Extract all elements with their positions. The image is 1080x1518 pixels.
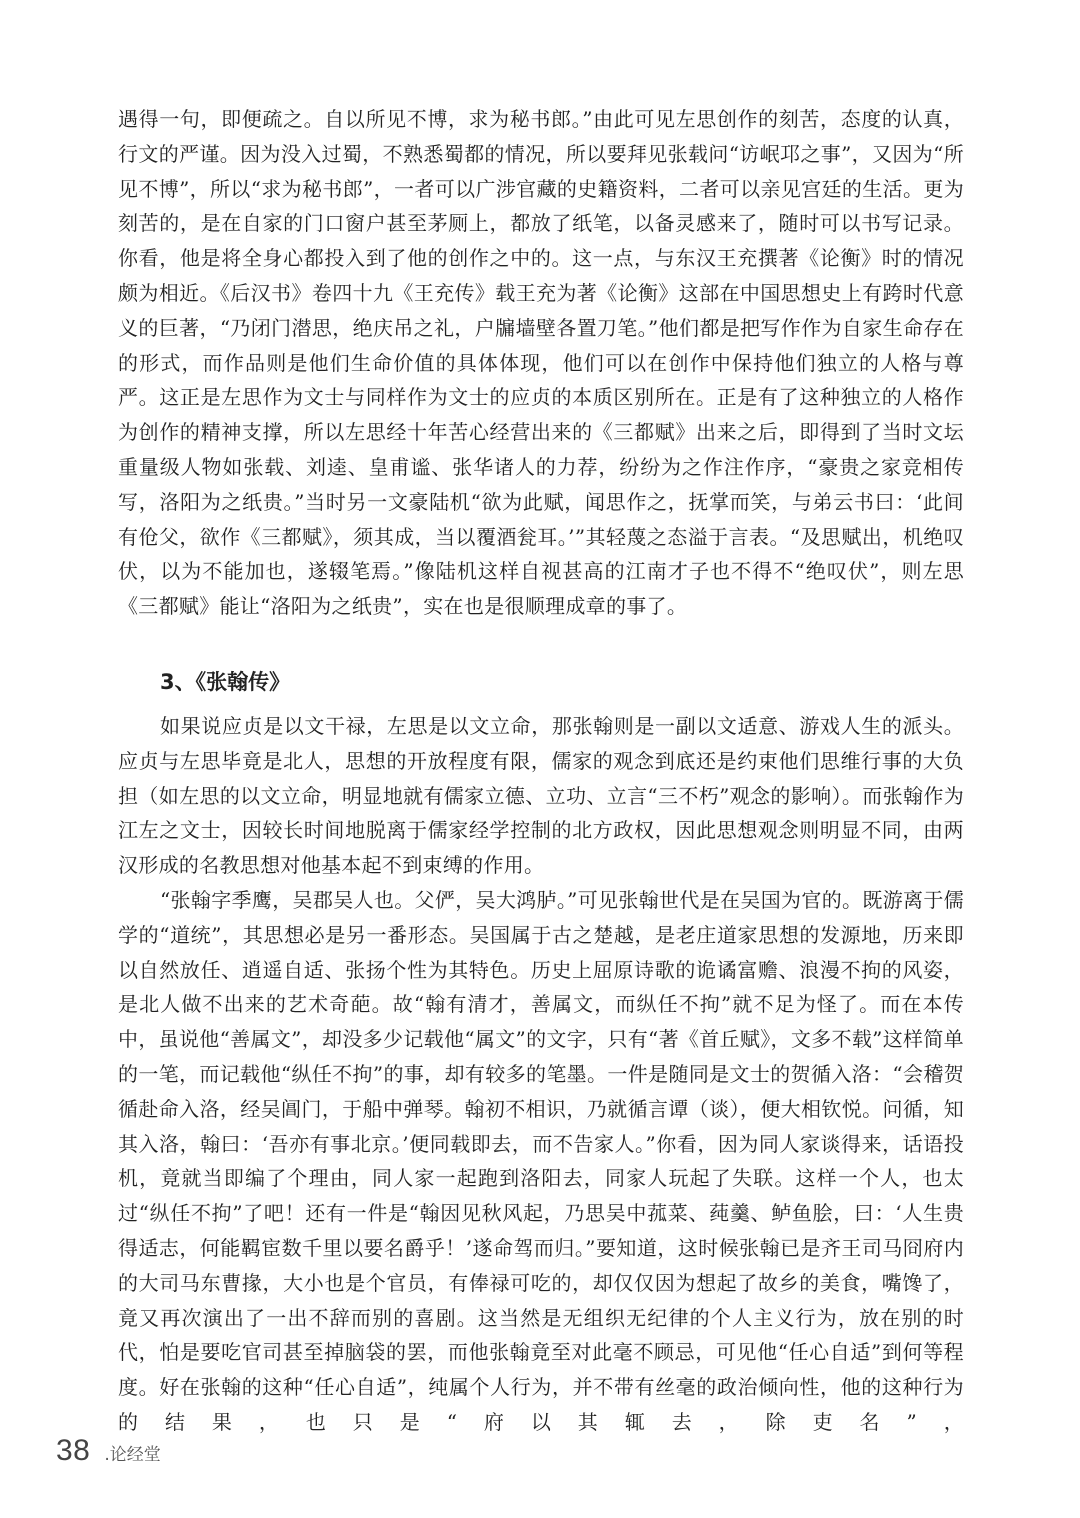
- article-body: [118, 102, 964, 1440]
- paragraph-zhanghan-intro: 如果说应贞是以文干禄，左思是以文立命，那张翰则是一副以文适意、游戏人生的派头。应贞与左思毕竟是北人，思想的开放程度有限，儒家的观念到底还是约束他们思维行事的大负担（如左思的以文立命，明显地就有儒家立德、立功、立言“三不朽”观念的影响）。而张翰作为江左之文士，因较长时间地脱离于儒家经学控制的北方政权，因此思想观念则明显不同，由两汉形成的名教思想对他基本起不到束缚的作用。: [118, 713, 964, 878]
- section-title: 3、《张翰传》: [160, 669, 291, 694]
- paragraph-zuosi-continued: 遇得一句，即便疏之。自以所见不博，求为秘书郎。”由此可见左思创作的刻苦，态度的认真，行文的严谨。因为没入过蜀，不熟悉蜀都的情况，所以要拜见张载问“访岷邛之事”，又因为“所见不博”，所以“求为秘书郎”，一者可以广涉官藏的史籍资料，二者可以亲见宫廷的生活。更为刻苦的，是在自家的门口窗户甚至茅厕上，都放了纸笔，以备灵感来了，随时可以书写记录。你看，他是将全身心都投入到了他的创作之中的。这一点，与东汉王充撰著《论衡》时的情况颇为相近。《后汉书》卷四十九《王充传》载王充为著《论衡》这部在中国思想史上有跨时代意义的巨著，“乃闭门潜思，绝庆吊之礼，户牖墙壁各置刀笔。”他们都是把写作作为自家生命存在的形式，而作品则是他们生命价值的具体体现，他们可以在创作中保持他们独立的人格与尊严。这正是左思作为文士与同样作为文士的应贞的本质区别所在。正是有了这种独立的人格作为创作的精神支撑，所以左思经十年苦心经营出来的《三都赋》出来之后，即得到了当时文坛重量级人物如张载、刘逵、皇甫谧、张华诸人的力荐，纷纷为之作注作序，“豪贵之家竞相传写，洛阳为之纸贵。”当时另一文豪陆机“欲为此赋，闻思作之，抚掌而笑，与弟云书曰：‘此间有伧父，欲作《三都赋》，须其成，当以覆酒瓮耳。’”其轻蔑之态溢于言表。“及思赋出，机绝叹伏，以为不能加也，遂辍笔焉。”像陆机这样自视甚高的江南才子也不得不“绝叹伏”，则左思《三都赋》能让“洛阳为之纸贵”，实在也是很顺理成章的事了。: [118, 107, 964, 619]
- journal-name: .论经堂: [104, 1445, 161, 1465]
- page-footer: [56, 1434, 161, 1468]
- page-number: 38: [56, 1434, 91, 1467]
- paragraph-zhanghan-biography: “张翰字季鹰，吴郡吴人也。父俨，吴大鸿胪。”可见张翰世代是在吴国为官的。既游离于儒学的“道统”，其思想必是另一番形态。吴国属于古之楚越，是老庄道家思想的发源地，历来即以自然放任、逍遥自适、张扬个性为其特色。历史上屈原诗歌的诡谲富赡、浪漫不拘的风姿，是北人做不出来的艺术奇葩。故“翰有清才，善属文，而纵任不拘”就不足为怪了。而在本传中，虽说他“善属文”，却没多少记载他“属文”的文字，只有“著《首丘赋》，文多不载”这样简单的一笔，而记载他“纵任不拘”的事，却有较多的笔墨。一件是随同是文士的贺循入洛：“会稽贺循赴命入洛，经吴阊门，于船中弹琴。翰初不相识，乃就循言谭（谈），便大相钦悦。问循，知其入洛，翰曰：‘吾亦有事北京。’便同载即去，而不告家人。”你看，因为同人家谈得来，话语投机，竟就当即编了个理由，同人家一起跑到洛阳去，同家人玩起了失联。这样一个人，也太过“纵任不拘”了吧！还有一件是“翰因见秋风起，乃思吴中菰菜、莼羹、鲈鱼脍，曰：‘人生贵得适志，何能羁宦数千里以要名爵乎！’遂命驾而归。”要知道，这时候张翰已是齐王司马冏府内的大司马东曹掾，大小也是个官员，有俸禄可吃的，却仅仅因为想起了故乡的美食，嘴馋了，竟又再次演出了一出不辞而别的喜剧。这当然是无组织无纪律的个人主义行为，放在别的时代，怕是要吃官司甚至掉脑袋的罢，而他张翰竟至对此毫不顾忌，可见他“任心自适”到何等程度。好在张翰的这种“任心自适”，纯属个人行为，并不带有丝毫的政治倾向性，他的这种行为的结果，也只是“府以其辄去，除吏名”，: [118, 887, 964, 1434]
